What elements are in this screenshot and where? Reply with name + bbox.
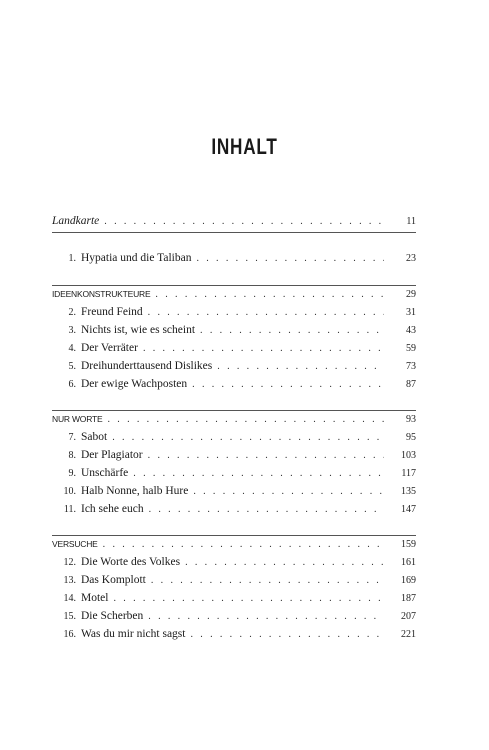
leader-dots [148, 608, 384, 626]
toc-entry[interactable] [52, 321, 416, 339]
toc-section-entry[interactable] [52, 410, 416, 428]
leader-dots [103, 536, 384, 554]
page-number: 95 [406, 432, 416, 443]
entry-title: Freund Feind [81, 306, 143, 318]
entry-title: Nichts ist, wie es scheint [81, 324, 196, 336]
leader-dots [193, 483, 384, 501]
leader-dots [200, 322, 384, 340]
entry-title: Der Plagiator [81, 449, 143, 461]
entry-title: Die Scherben [81, 610, 144, 622]
page-number: 117 [401, 468, 416, 479]
entry-title: Die Worte des Volkes [81, 556, 181, 568]
leader-dots [151, 572, 384, 590]
page-number: 161 [401, 557, 416, 568]
chapter-number: 7. [68, 432, 76, 443]
section-rule [52, 232, 416, 233]
entry-title: VERSUCHE [52, 539, 98, 549]
entry-title: NUR WORTE [52, 414, 103, 424]
page-number: 187 [401, 593, 416, 604]
leader-dots [192, 376, 384, 394]
toc-entry[interactable] [52, 553, 416, 571]
page-number: 169 [401, 575, 416, 586]
page-number: 87 [406, 379, 416, 390]
entry-title: Hypatia und die Taliban [81, 252, 192, 264]
leader-dots [155, 286, 384, 304]
entry-title: Was du mir nicht sagst [81, 628, 186, 640]
chapter-number: 16. [63, 629, 76, 640]
chapter-number: 11. [63, 504, 76, 515]
page-number: 31 [406, 307, 416, 318]
toc-entry[interactable] [52, 249, 416, 267]
entry-title: Landkarte [52, 215, 100, 227]
toc-entry[interactable] [52, 589, 416, 607]
entry-title: Unschärfe [81, 467, 129, 479]
leader-dots [149, 501, 384, 519]
page-number: 73 [406, 361, 416, 372]
toc-entry[interactable] [52, 446, 416, 464]
toc-entry[interactable] [52, 339, 416, 357]
leader-dots [217, 358, 384, 376]
page-number: 93 [406, 414, 416, 425]
chapter-number: 12. [63, 557, 76, 568]
chapter-number: 13. [63, 575, 76, 586]
entry-title: Motel [81, 592, 109, 604]
chapter-number: 8. [68, 450, 76, 461]
page-number: 221 [401, 629, 416, 640]
leader-dots [190, 626, 384, 644]
entry-title: Der ewige Wachposten [81, 378, 188, 390]
chapter-number: 1. [68, 253, 76, 264]
chapter-number: 3. [68, 325, 76, 336]
page-number: 43 [406, 325, 416, 336]
leader-dots [104, 213, 384, 231]
toc-entry[interactable] [52, 607, 416, 625]
entry-title: Das Komplott [81, 574, 146, 586]
toc-entry[interactable] [52, 482, 416, 500]
entry-title: Ich sehe euch [81, 503, 144, 515]
leader-dots [185, 554, 384, 572]
entry-title: Halb Nonne, halb Hure [81, 485, 189, 497]
entry-title: Dreihunderttausend Dislikes [81, 360, 213, 372]
leader-dots [112, 429, 384, 447]
page-number: 59 [406, 343, 416, 354]
toc-entry[interactable] [52, 625, 416, 643]
page-number: 29 [406, 289, 416, 300]
toc-entry[interactable] [52, 303, 416, 321]
entry-title: IDEENKONSTRUKTEURE [52, 289, 151, 299]
leader-dots [143, 340, 384, 358]
chapter-number: 6. [68, 379, 76, 390]
toc-entry[interactable] [52, 464, 416, 482]
page-title: INHALT [211, 134, 278, 159]
page-number: 103 [401, 450, 416, 461]
entry-title: Der Verräter [81, 342, 138, 354]
chapter-number: 9. [68, 468, 76, 479]
chapter-number: 14. [63, 593, 76, 604]
leader-dots [148, 447, 384, 465]
page-number: 159 [401, 539, 416, 550]
toc-entry[interactable] [52, 571, 416, 589]
chapter-number: 10. [63, 486, 76, 497]
leader-dots [148, 304, 384, 322]
leader-dots [196, 250, 384, 268]
toc-entry[interactable] [52, 375, 416, 393]
toc-entry[interactable] [52, 428, 416, 446]
leader-dots [113, 590, 384, 608]
chapter-number: 5. [68, 361, 76, 372]
chapter-number: 4. [68, 343, 76, 354]
page-number: 207 [401, 611, 416, 622]
page-number: 135 [401, 486, 416, 497]
toc-entry[interactable] [52, 500, 416, 518]
toc-entry[interactable] [52, 357, 416, 375]
leader-dots [133, 465, 384, 483]
toc-entry[interactable] [52, 212, 416, 230]
page-number: 147 [401, 504, 416, 515]
page-number: 11 [406, 216, 416, 227]
chapter-number: 15. [63, 611, 76, 622]
page-number: 23 [406, 253, 416, 264]
leader-dots [107, 411, 384, 429]
entry-title: Sabot [81, 431, 108, 443]
toc-section-entry[interactable] [52, 285, 416, 303]
chapter-number: 2. [68, 307, 76, 318]
toc-section-entry[interactable] [52, 535, 416, 553]
